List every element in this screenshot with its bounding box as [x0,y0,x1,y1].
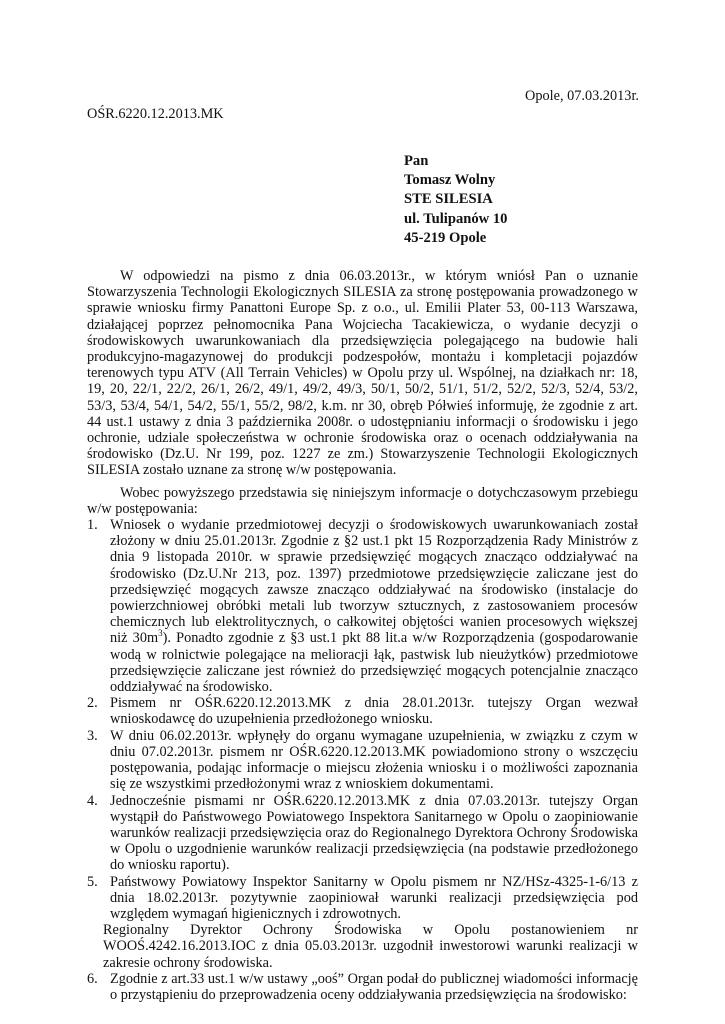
list-item [87,695,638,727]
lead-paragraph: Wobec powyższego przedstawia się niniejszym informacje o dotychczasowym przebiegu w/w postępowania: [87,484,638,517]
list-item [87,517,638,695]
list-item-number: 1. [87,517,98,534]
list-item [87,874,638,923]
item5-continuation: Regionalny Dyrektor Ochrony Środowiska w Opolu postanowieniem nr WOOŚ.4242.16.2013.IOC z dnia 05.03.2013r. uzgodnił inwestorowi warunki realizacji w zakresie ochrony środowiska. [103,922,638,971]
list-item-number: 6. [87,970,98,987]
list-item-number: 2. [87,695,98,712]
intro-paragraph: W odpowiedzi na pismo z dnia 06.03.2013r., w którym wniósł Pan o uznanie Stowarzyszenia Technologii Ekologicznych SILESIA za stronę postępowania prowadzonego w sprawie wniosku firmy Panattoni Europe Sp. z o.o., ul. Emilii Plater 53, 00-113 Warszawa, działającej poprzez pełnomocnika Pana Wojciecha Tacakiewicza, o wydanie decyzji o środowiskowych uwarunkowaniach dla przedsięwzięcia polegającego na budowie hali produkcyjno-magazynowej do produkcji podzespołów, montażu i kompletacji pojazdów terenowych typu ATV (All Terrain Vehicles) w Opolu przy ul. Wspólnej, na działkach nr: 18, 19, 20, 22/1, 22/2, 26/1, 26/2, 49/1, 49/2, 49/3, 50/1, 50/2, 51/1, 51/2, 52/2, 52/3, 52/4, 53/2, 53/3, 53/4, 54/1, 54/2, 55/1, 55/2, 98/2, k.m. nr 30, obręb Półwieś informuję, że zgodnie z art. 44 ust.1 ustawy z dnia 3 października 2008r. o udostępnianiu informacji o środowisku i jego ochronie, udziale społeczeństwa w ochronie środowiska oraz o ocenach oddziaływania na środowisko (Dz.U. Nr 199, poz. 1227 ze zm.) Stowarzyszenie Technologii Ekologicznych SILESIA zostało uznane za stronę w/w postępowania. [87,268,638,479]
place-date: Opole, 07.03.2013r. [525,88,639,104]
list-item-text: Zgodnie z art.33 ust.1 w/w ustawy „ooś” Organ podał do publicznej wiadomości informację o przystąpieniu do przeprowadzenia oceny oddziaływania przedsięwzięcia na środowisko: [110,970,638,1003]
list-item-number: 4. [87,792,98,809]
procedure-list [87,517,638,922]
list-item-number: 5. [87,873,98,890]
list-item-text: W dniu 06.02.2013r. wpłynęły do organu wymagane uzupełnienia, w związku z czym w dniu 07.02.2013r. pismem nr OŚR.6220.12.2013.MK powiadomiono strony o wszczęciu postępowania, podając informacje o miejscu złożenia wniosku i o możliwości zapoznania się ze wszystkimi przedłożonymi wraz z wnioskiem dokumentami. [110,727,638,793]
recipient-name: Tomasz Wolny [404,172,496,189]
recipient-salutation: Pan [404,153,429,169]
recipient-city: 45-219 Opole [404,229,487,246]
list-item-text: Państwowy Powiatowy Inspektor Sanitarny w Opolu pismem nr NZ/HSz-4325-1-6/13 z dnia 18.02.2013r. pozytywnie zaopiniował warunki realizacji przedsięwzięcia pod względem wymagań higienicznych i zdrowotnych. [110,873,638,922]
list-item [87,793,638,874]
list-item [87,971,638,1003]
list-item-text: Wniosek o wydanie przedmiotowej decyzji o środowiskowych uwarunkowaniach został złożony w dniu 25.01.2013r. Zgodnie z §2 ust.1 pkt 15 Rozporządzenia Rady Ministrów z dnia 9 listopada 2010r. w sprawie przedsięwzięć mogących znacząco oddziaływać na środowisko (Dz.U.Nr 213, poz. 1397) przedmiotowe przedsięwzięcie zaliczane jest do przedsięwzięć mogących zawsze znacząco oddziaływać na środowisko (instalacje do powierzchniowej obróbki metali lub tworzyw sztucznych, z zastosowaniem procesów chemicznych lub elektrolitycznych, o całkowitej objętości wanien procesowych większej niż 30m [110,517,638,647]
letter-body [87,268,638,1003]
recipient-street: ul. Tulipanów 10 [404,210,508,227]
list-item [87,728,638,793]
list-item-text: Jednocześnie pismami nr OŚR.6220.12.2013.MK z dnia 07.03.2013r. tutejszy Organ wystąpił do Państwowego Powiatowego Inspektora Sanitarnego w Opolu o zaopiniowanie warunków realizacji przedsięwzięcia oraz do Regionalnego Dyrektora Ochrony Środowiska w Opolu o uzgodnienie warunków realizacji przedsięwzięcia (na podstawie przedłożonego do wniosku raportu). [110,792,638,874]
list-item-text-cont: ). Ponadto zgodnie z §3 ust.1 pkt 88 lit.a w/w Rozporządzenia (gospodarowanie wodą w rolnictwie polegające na melioracji łąk, pastwisk lub nieużytków) przedmiotowe przedsięwzięcie zaliczane jest również do przedsięwzięć mogących potencjalnie znacząco oddziaływać na środowisko. [110,630,639,696]
recipient-organization: STE SILESIA [404,191,493,208]
superscript: 3 [158,628,163,639]
procedure-list-cont [87,971,638,1003]
list-item-number: 3. [87,727,98,744]
case-reference: OŚR.6220.12.2013.MK [87,106,224,122]
list-item-text: Pismem nr OŚR.6220.12.2013.MK z dnia 28.01.2013r. tutejszy Organ wezwał wnioskodawcę do uzupełnienia przedłożonego wniosku. [110,695,638,728]
recipient-block [404,152,507,248]
